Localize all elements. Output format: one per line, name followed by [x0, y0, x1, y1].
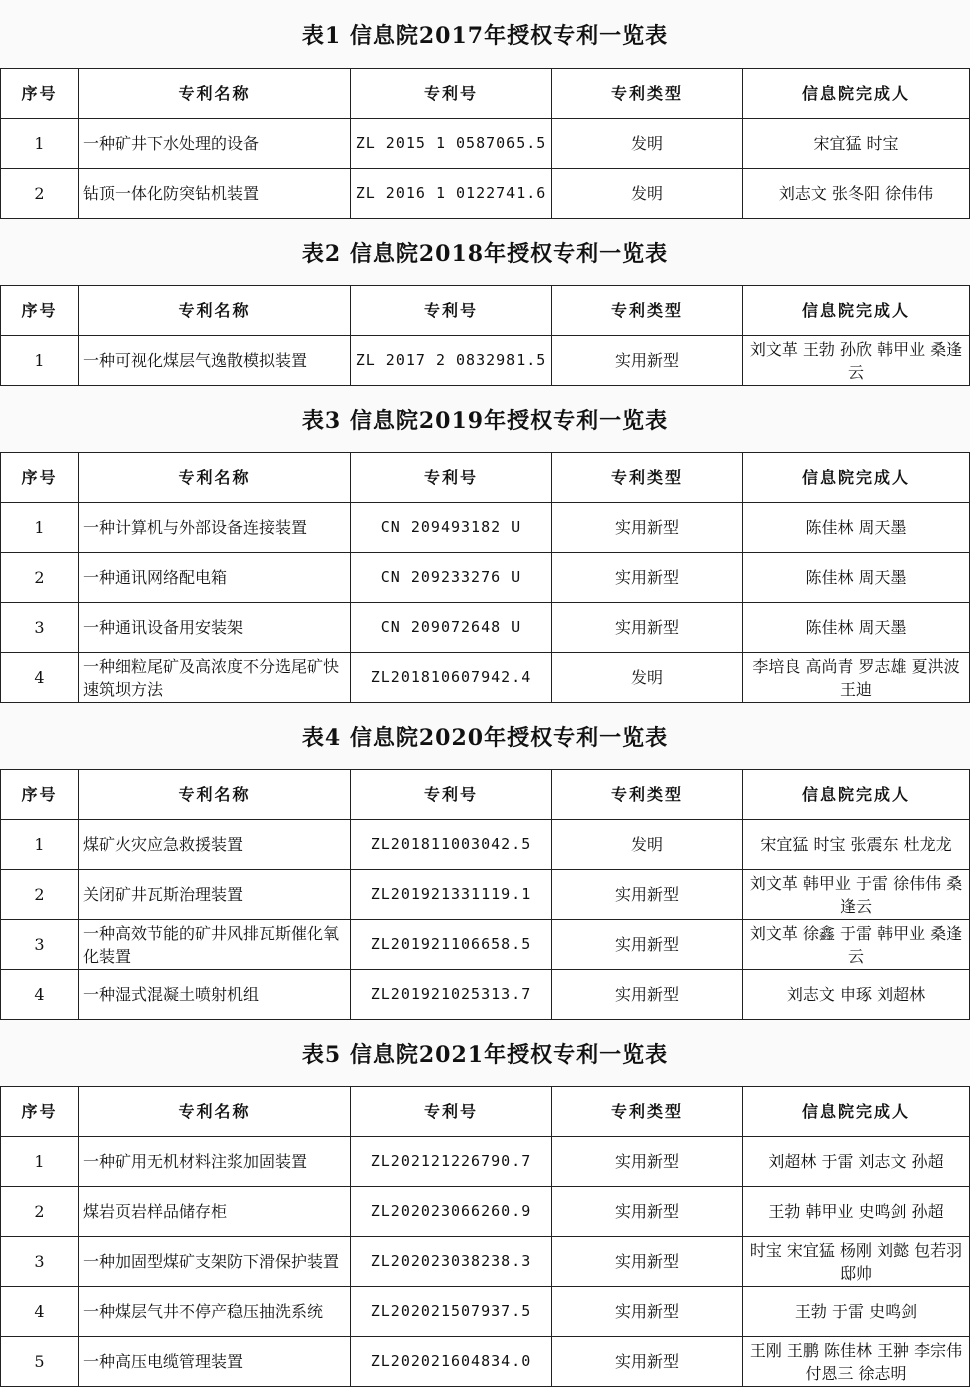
header-inventors: 信息院完成人	[743, 69, 970, 119]
header-inventors: 信息院完成人	[743, 770, 970, 820]
header-row	[1, 453, 970, 503]
header-index: 序号	[1, 69, 79, 119]
cell-patent-name: 一种矿用无机材料注浆加固装置	[79, 1137, 351, 1187]
cell-inventors: 刘文革 王勃 孙欣 韩甲业 桑逢云	[743, 336, 970, 386]
cell-patent-number: ZL 2016 1 0122741.6	[351, 169, 552, 219]
patent-table	[0, 68, 970, 219]
header-type: 专利类型	[552, 286, 743, 336]
cell-patent-type: 实用新型	[552, 1187, 743, 1237]
cell-inventors: 王勃 于雷 史鸣剑	[743, 1287, 970, 1337]
table-title: 表3 信息院2019年授权专利一览表	[0, 386, 970, 452]
header-name: 专利名称	[79, 286, 351, 336]
cell-patent-number: ZL201811003042.5	[351, 820, 552, 870]
cell-patent-name: 一种可视化煤层气逸散模拟装置	[79, 336, 351, 386]
header-name: 专利名称	[79, 69, 351, 119]
cell-index: 1	[1, 820, 79, 870]
cell-patent-number: ZL202023066260.9	[351, 1187, 552, 1237]
cell-patent-number: ZL 2015 1 0587065.5	[351, 119, 552, 169]
cell-patent-number: ZL 2017 2 0832981.5	[351, 336, 552, 386]
cell-inventors: 宋宜猛 时宝	[743, 119, 970, 169]
cell-patent-type: 实用新型	[552, 603, 743, 653]
cell-patent-name: 一种高压电缆管理装置	[79, 1337, 351, 1387]
header-number: 专利号	[351, 286, 552, 336]
cell-patent-type: 实用新型	[552, 970, 743, 1020]
header-type: 专利类型	[552, 453, 743, 503]
patent-table	[0, 452, 970, 703]
cell-patent-type: 实用新型	[552, 1287, 743, 1337]
header-row	[1, 286, 970, 336]
cell-patent-number: CN 209072648 U	[351, 603, 552, 653]
cell-index: 4	[1, 1287, 79, 1337]
header-index: 序号	[1, 286, 79, 336]
cell-patent-type: 实用新型	[552, 503, 743, 553]
cell-patent-number: ZL201921025313.7	[351, 970, 552, 1020]
cell-index: 1	[1, 336, 79, 386]
cell-index: 2	[1, 1187, 79, 1237]
table-row	[1, 336, 970, 386]
cell-patent-number: ZL202121226790.7	[351, 1137, 552, 1187]
table-row	[1, 1337, 970, 1387]
cell-patent-number: ZL202021507937.5	[351, 1287, 552, 1337]
table-row	[1, 503, 970, 553]
cell-patent-name: 一种加固型煤矿支架防下滑保护装置	[79, 1237, 351, 1287]
cell-patent-name: 一种细粒尾矿及高浓度不分选尾矿快速筑坝方法	[79, 653, 351, 703]
cell-patent-name: 一种湿式混凝土喷射机组	[79, 970, 351, 1020]
table-row	[1, 1137, 970, 1187]
cell-patent-number: ZL201921331119.1	[351, 870, 552, 920]
table-row	[1, 970, 970, 1020]
table-row	[1, 870, 970, 920]
cell-patent-name: 钻顶一体化防突钻机装置	[79, 169, 351, 219]
header-row	[1, 770, 970, 820]
table-row	[1, 553, 970, 603]
header-type: 专利类型	[552, 69, 743, 119]
cell-index: 3	[1, 1237, 79, 1287]
cell-index: 3	[1, 920, 79, 970]
cell-patent-name: 煤矿火灾应急救援装置	[79, 820, 351, 870]
cell-patent-name: 一种矿井下水处理的设备	[79, 119, 351, 169]
header-number: 专利号	[351, 453, 552, 503]
cell-patent-type: 实用新型	[552, 870, 743, 920]
header-type: 专利类型	[552, 1087, 743, 1137]
header-number: 专利号	[351, 1087, 552, 1137]
cell-index: 2	[1, 553, 79, 603]
cell-patent-type: 实用新型	[552, 920, 743, 970]
cell-patent-number: CN 209233276 U	[351, 553, 552, 603]
cell-patent-name: 一种煤层气井不停产稳压抽洗系统	[79, 1287, 351, 1337]
header-row	[1, 1087, 970, 1137]
cell-inventors: 刘超林 于雷 刘志文 孙超	[743, 1137, 970, 1187]
header-number: 专利号	[351, 69, 552, 119]
cell-inventors: 刘志文 张冬阳 徐伟伟	[743, 169, 970, 219]
cell-index: 3	[1, 603, 79, 653]
cell-index: 2	[1, 870, 79, 920]
cell-patent-name: 一种通讯网络配电箱	[79, 553, 351, 603]
cell-inventors: 王勃 韩甲业 史鸣剑 孙超	[743, 1187, 970, 1237]
header-name: 专利名称	[79, 1087, 351, 1137]
table-row	[1, 653, 970, 703]
cell-index: 4	[1, 970, 79, 1020]
header-row	[1, 69, 970, 119]
patent-table	[0, 769, 970, 1020]
cell-patent-type: 发明	[552, 820, 743, 870]
header-name: 专利名称	[79, 770, 351, 820]
cell-index: 1	[1, 1137, 79, 1187]
cell-inventors: 王刚 王鹏 陈佳林 王翀 李宗伟 付恩三 徐志明	[743, 1337, 970, 1387]
cell-patent-name: 一种通讯设备用安装架	[79, 603, 351, 653]
cell-patent-number: ZL202023038238.3	[351, 1237, 552, 1287]
table-row	[1, 1287, 970, 1337]
patent-table	[0, 285, 970, 386]
table-title: 表1 信息院2017年授权专利一览表	[0, 0, 970, 68]
table-row	[1, 920, 970, 970]
patent-table	[0, 1086, 970, 1387]
cell-patent-number: ZL202021604834.0	[351, 1337, 552, 1387]
cell-patent-name: 一种计算机与外部设备连接装置	[79, 503, 351, 553]
cell-inventors: 刘文革 徐鑫 于雷 韩甲业 桑逢云	[743, 920, 970, 970]
cell-inventors: 陈佳林 周天墨	[743, 603, 970, 653]
header-number: 专利号	[351, 770, 552, 820]
cell-patent-type: 实用新型	[552, 336, 743, 386]
table-title: 表2 信息院2018年授权专利一览表	[0, 219, 970, 285]
table-row	[1, 1187, 970, 1237]
header-type: 专利类型	[552, 770, 743, 820]
cell-inventors: 陈佳林 周天墨	[743, 503, 970, 553]
table-title: 表4 信息院2020年授权专利一览表	[0, 703, 970, 769]
cell-index: 2	[1, 169, 79, 219]
header-index: 序号	[1, 770, 79, 820]
cell-patent-type: 实用新型	[552, 1137, 743, 1187]
table-row	[1, 169, 970, 219]
cell-index: 1	[1, 503, 79, 553]
table-title: 表5 信息院2021年授权专利一览表	[0, 1020, 970, 1086]
cell-patent-type: 实用新型	[552, 1337, 743, 1387]
header-index: 序号	[1, 1087, 79, 1137]
header-inventors: 信息院完成人	[743, 286, 970, 336]
cell-index: 1	[1, 119, 79, 169]
cell-patent-number: CN 209493182 U	[351, 503, 552, 553]
cell-patent-type: 发明	[552, 119, 743, 169]
header-inventors: 信息院完成人	[743, 453, 970, 503]
cell-inventors: 刘文革 韩甲业 于雷 徐伟伟 桑逢云	[743, 870, 970, 920]
cell-patent-name: 关闭矿井瓦斯治理装置	[79, 870, 351, 920]
cell-inventors: 宋宜猛 时宝 张震东 杜龙龙	[743, 820, 970, 870]
header-name: 专利名称	[79, 453, 351, 503]
cell-inventors: 李培良 高尚青 罗志雄 夏洪波 王迪	[743, 653, 970, 703]
cell-index: 4	[1, 653, 79, 703]
cell-inventors: 刘志文 申琢 刘超林	[743, 970, 970, 1020]
cell-patent-number: ZL201810607942.4	[351, 653, 552, 703]
header-index: 序号	[1, 453, 79, 503]
cell-patent-name: 一种高效节能的矿井风排瓦斯催化氧化装置	[79, 920, 351, 970]
table-row	[1, 603, 970, 653]
cell-index: 5	[1, 1337, 79, 1387]
cell-patent-name: 煤岩页岩样品储存柜	[79, 1187, 351, 1237]
table-row	[1, 1237, 970, 1287]
cell-inventors: 时宝 宋宜猛 杨刚 刘懿 包若羽 邸帅	[743, 1237, 970, 1287]
cell-patent-type: 实用新型	[552, 553, 743, 603]
cell-inventors: 陈佳林 周天墨	[743, 553, 970, 603]
cell-patent-number: ZL201921106658.5	[351, 920, 552, 970]
table-row	[1, 820, 970, 870]
cell-patent-type: 实用新型	[552, 1237, 743, 1287]
cell-patent-type: 发明	[552, 169, 743, 219]
table-row	[1, 119, 970, 169]
header-inventors: 信息院完成人	[743, 1087, 970, 1137]
cell-patent-type: 发明	[552, 653, 743, 703]
